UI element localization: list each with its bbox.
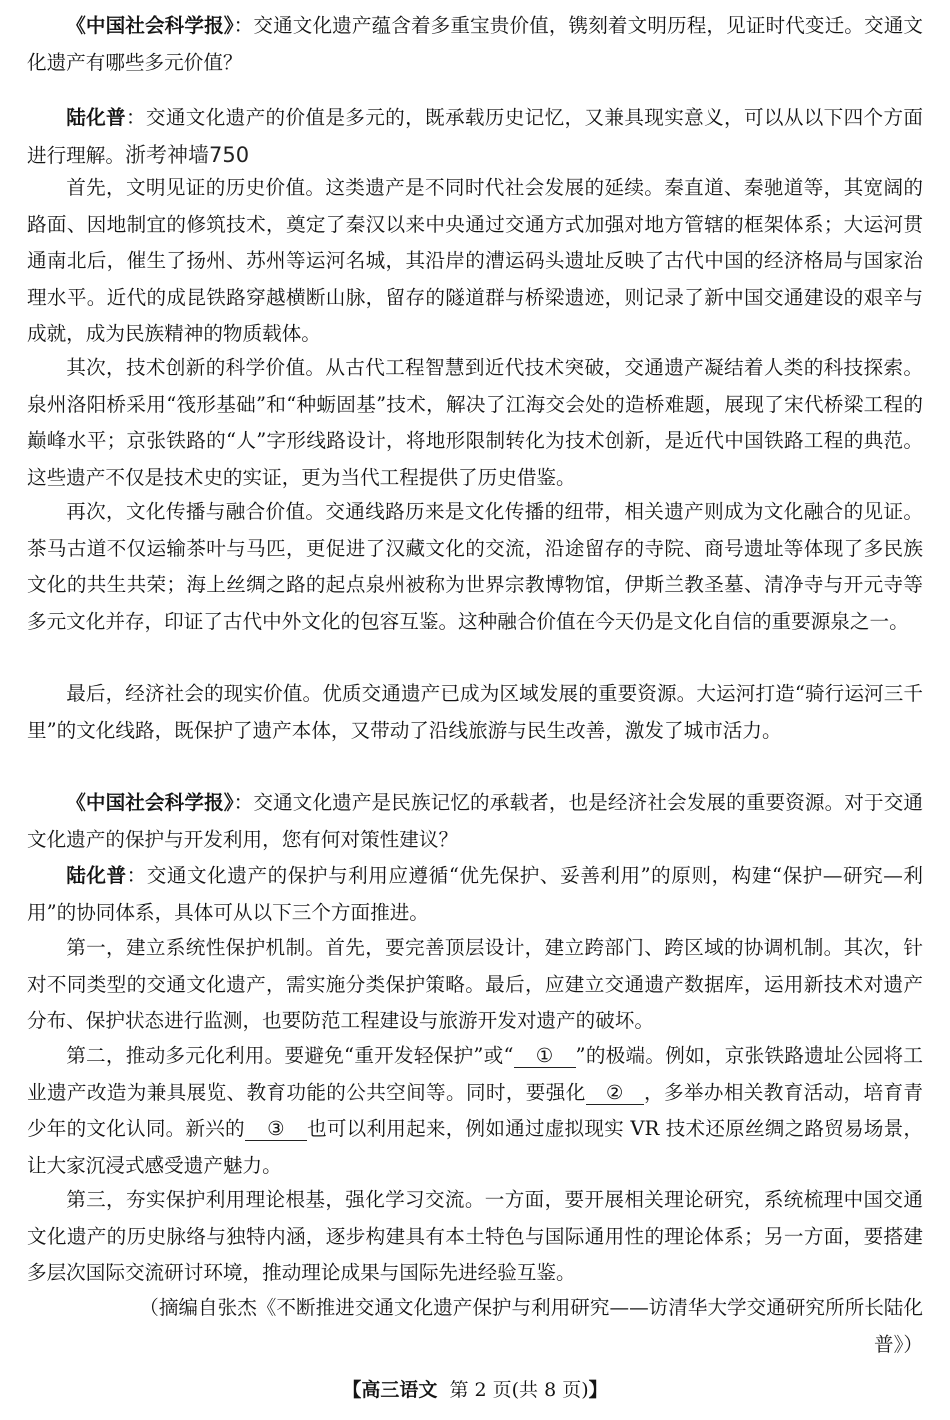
- paragraph-second-measure: [27, 1038, 923, 1184]
- answer-2: [27, 858, 923, 931]
- question-1: [27, 8, 923, 81]
- second-measure-part-2: ”的极端。例如，京张铁路遗址公园将工业遗产改造为兼具展览、教育功能的公共空间等。同时，要强化: [27, 1044, 923, 1104]
- newspaper-label-2: 《中国社会科学报》: [66, 791, 234, 814]
- footer-subject: 高三语文: [361, 1379, 438, 1401]
- question-2-text: ：交通文化遗产是民族记忆的承载者，也是经济社会发展的重要资源。对于交通文化遗产的保护与开发利用，您有何对策性建议？: [27, 791, 923, 851]
- answer-1-text: ：交通文化遗产的价值是多元的，既承载历史记忆，又兼具现实意义，可以从以下四个方面进行理解。: [27, 106, 924, 167]
- blank-3: ③: [245, 1118, 307, 1141]
- footer-right-bracket: 】: [588, 1379, 608, 1401]
- footer-left-bracket: 【: [342, 1379, 362, 1401]
- interviewee-label: 陆化普: [66, 106, 126, 129]
- paragraph-economy-value: 最后，经济社会的现实价值。优质交通遗产已成为区域发展的重要资源。大运河打造“骑行运河三千里”的文化线路，既保护了遗产本体，又带动了沿线旅游与民生改善，激发了城市活力。: [27, 682, 923, 742]
- paragraph-culture-value: 再次，文化传播与融合价值。交通线路历来是文化传播的纽带，相关遗产则成为文化融合的见证。茶马古道不仅运输茶叶与马匹，更促进了汉藏文化的交流，沿途留存的寺院、商号遗址等体现了多民族文化的共生共荣；海上丝绸之路的起点泉州被称为世界宗教博物馆，伊斯兰教圣墓、清净寺与开元寺等多元文化并存，印证了古代中外文化的包容互鉴。这种融合价值在今天仍是文化自信的重要源泉之一。: [27, 500, 923, 633]
- second-measure-part-3: ，多举办相关教育活动，培育青少年的文化认同。新兴的: [27, 1080, 924, 1140]
- paragraph-science-value: 其次，技术创新的科学价值。从古代工程智慧到近代技术突破，交通遗产凝结着人类的科技探索。泉州洛阳桥采用“筏形基础”和“种蛎固基”技术，解决了江海交会处的造桥难题，展现了宋代桥梁工程的巅峰水平；京张铁路的“人”字形线路设计，将地形限制转化为技术创新，是近代中国铁路工程的典范。这些遗产不仅是技术史的实证，更为当代工程提供了历史借鉴。: [27, 356, 923, 489]
- paragraph-history-value: 首先，文明见证的历史价值。这类遗产是不同时代社会发展的延续。秦直道、秦驰道等，其宽阔的路面、因地制宜的修筑技术，奠定了秦汉以来中央通过交通方式加强对地方管辖的框架体系；大运河贯通南北后，催生了扬州、苏州等运河名城，其沿岸的漕运码头遗址反映了古代中国的经济格局与国家治理水平。近代的成昆铁路穿越横断山脉，留存的隧道群与桥梁遗迹，则记录了新中国交通建设的艰辛与成就，成为民族精神的物质载体。: [27, 176, 923, 345]
- answer-2-text: ：交通文化遗产的保护与利用应遵循“优先保护、妥善利用”的原则，构建“保护—研究—利用”的协同体系，具体可从以下三个方面推进。: [27, 864, 923, 924]
- paragraph-third-measure: 第三，夯实保护利用理论根基，强化学习交流。一方面，要开展相关理论研究，系统梳理中国交通文化遗产的历史脉络与独特内涵，逐步构建具有本土特色与国际通用性的理论体系；另一方面，要搭建多层次国际交流研讨环境，推动理论成果与国际先进经验互鉴。: [27, 1188, 923, 1284]
- answer-1: [27, 100, 923, 174]
- question-1-text: ：交通文化遗产蕴含着多重宝贵价值，镌刻着文明历程，见证时代变迁。交通文化遗产有哪些多元价值？: [27, 14, 923, 74]
- source-citation: （摘编自张杰《不断推进交通文化遗产保护与利用研究——访清华大学交通研究所所长陆化普》）: [139, 1296, 923, 1356]
- paragraph-first-measure: 第一，建立系统性保护机制。首先，要完善顶层设计，建立跨部门、跨区域的协调机制。其次，针对不同类型的交通文化遗产，需实施分类保护策略。最后，应建立交通遗产数据库，运用新技术对遗产分布、保护状态进行监测，也要防范工程建设与旅游开发对遗产的破坏。: [27, 936, 923, 1032]
- blank-2: ②: [586, 1082, 644, 1105]
- newspaper-label: 《中国社会科学报》: [66, 14, 234, 37]
- second-measure-part-4: 也可以利用起来，例如通过虚拟现实 VR 技术还原丝绸之路贸易场景，让大家沉浸式感受遗产魅力。: [27, 1117, 923, 1177]
- interviewee-label-2: 陆化普: [66, 864, 127, 887]
- page-footer: [0, 1375, 950, 1402]
- question-2: [27, 785, 923, 858]
- watermark-text: 浙考神墙750: [124, 142, 250, 167]
- footer-page-number: 第 2 页(共 8 页): [449, 1379, 589, 1401]
- blank-1: ①: [514, 1045, 576, 1068]
- second-measure-part-1: 第二，推动多元化利用。要避免“重开发轻保护”或“: [66, 1044, 514, 1067]
